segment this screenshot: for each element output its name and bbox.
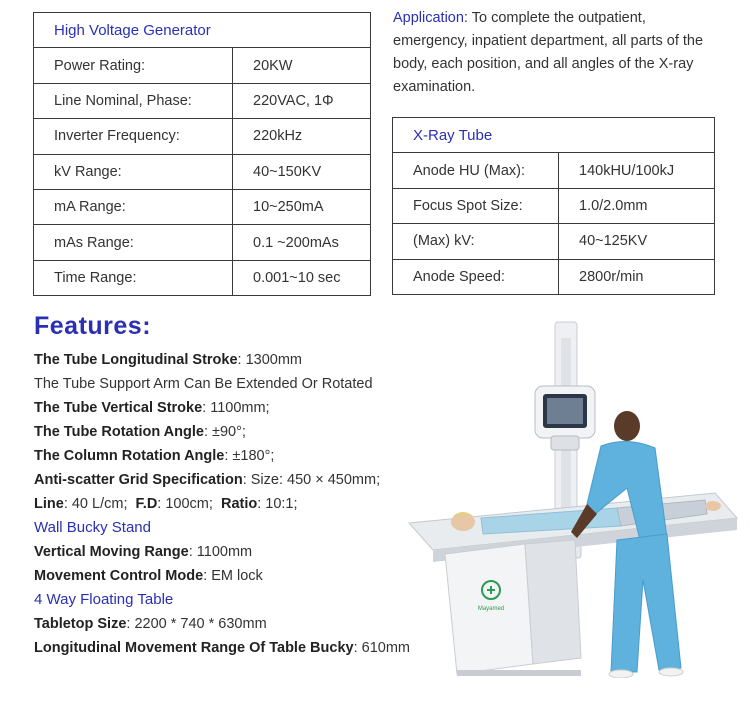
list-item bbox=[34, 636, 410, 660]
table-row bbox=[34, 154, 371, 189]
feature-key: The Column Rotation Angle bbox=[34, 448, 225, 464]
list-item bbox=[34, 420, 410, 444]
application-description: To complete the outpatient, emergency, inpatient department, all parts of the body, each position, and all angles of the X-ray examination. bbox=[393, 10, 704, 95]
spec-label: kV Range: bbox=[34, 154, 233, 189]
spec-label: Power Rating: bbox=[34, 48, 233, 83]
features-heading: Features: bbox=[34, 312, 152, 340]
spec-label: mA Range: bbox=[34, 189, 233, 224]
list-item bbox=[34, 612, 410, 636]
spec-value: 40~125KV bbox=[559, 224, 715, 259]
list-item bbox=[34, 468, 410, 492]
feature-list bbox=[34, 348, 410, 660]
feature-value: : ±180°; bbox=[224, 448, 275, 464]
list-item bbox=[34, 444, 410, 468]
feature-key: The Tube Rotation Angle bbox=[34, 424, 204, 440]
table-row bbox=[34, 48, 371, 83]
feature-value: : 1100mm bbox=[188, 544, 253, 560]
spec-label: Time Range: bbox=[34, 260, 233, 295]
spec-value: 10~250mA bbox=[233, 189, 371, 224]
feature-key: Movement Control Mode bbox=[34, 568, 204, 584]
table-row bbox=[34, 119, 371, 154]
table-row bbox=[393, 153, 715, 188]
feature-value: : ±90°; bbox=[203, 424, 246, 440]
list-item bbox=[34, 540, 410, 564]
spec-value: 1.0/2.0mm bbox=[559, 188, 715, 223]
spec-label: (Max) kV: bbox=[393, 224, 559, 259]
table-title: High Voltage Generator bbox=[34, 13, 371, 48]
feature-value: : Size: 450 × 450mm; bbox=[242, 472, 381, 488]
xray-tube-table bbox=[392, 117, 715, 295]
subsection-heading: 4 Way Floating Table bbox=[34, 591, 174, 608]
table-row bbox=[34, 225, 371, 260]
spec-value: 40~150KV bbox=[233, 154, 371, 189]
table-title: X-Ray Tube bbox=[393, 118, 715, 153]
feature-key: Tabletop Size bbox=[34, 616, 127, 632]
spec-value: 0.001~10 sec bbox=[233, 260, 371, 295]
feature-key: The Tube Longitudinal Stroke bbox=[34, 352, 238, 368]
spec-label: Anode HU (Max): bbox=[393, 153, 559, 188]
spec-label: Line Nominal, Phase: bbox=[34, 83, 233, 118]
table-row bbox=[393, 188, 715, 223]
table-row bbox=[393, 259, 715, 294]
tube-head-icon bbox=[535, 386, 595, 450]
feature-key: The Tube Vertical Stroke bbox=[34, 400, 203, 416]
feature-value: : 2200 * 740 * 630mm bbox=[126, 616, 267, 632]
spec-label: Focus Spot Size: bbox=[393, 188, 559, 223]
application-text bbox=[393, 7, 723, 99]
table-row bbox=[34, 260, 371, 295]
feature-value: : 100cm; bbox=[157, 496, 221, 512]
spec-value: 20KW bbox=[233, 48, 371, 83]
spec-value: 140kHU/100kJ bbox=[559, 153, 715, 188]
list-item bbox=[34, 348, 410, 372]
feature-key: Anti-scatter Grid Specification bbox=[34, 472, 243, 488]
feature-value: : 1100mm; bbox=[202, 400, 270, 416]
feature-value: : 40 L/cm; bbox=[63, 496, 136, 512]
spec-label: Inverter Frequency: bbox=[34, 119, 233, 154]
subsection-heading: Wall Bucky Stand bbox=[34, 519, 151, 536]
list-item bbox=[34, 396, 410, 420]
feature-value: : 1300mm bbox=[237, 352, 303, 368]
table-row bbox=[34, 189, 371, 224]
spec-value: 220VAC, 1Φ bbox=[233, 83, 371, 118]
spec-value: 0.1 ~200mAs bbox=[233, 225, 371, 260]
feature-value: : EM lock bbox=[203, 568, 263, 584]
spec-label: mAs Range: bbox=[34, 225, 233, 260]
table-row bbox=[393, 224, 715, 259]
spec-label: Anode Speed: bbox=[393, 259, 559, 294]
feature-key: Line bbox=[34, 496, 64, 512]
application-label: Application: bbox=[393, 10, 468, 26]
spec-value: 220kHz bbox=[233, 119, 371, 154]
high-voltage-generator-table bbox=[33, 12, 371, 296]
feature-key: Ratio bbox=[220, 496, 258, 512]
list-item: The Tube Support Arm Can Be Extended Or Rotated bbox=[34, 376, 373, 392]
table-row bbox=[34, 83, 371, 118]
list-item bbox=[34, 492, 410, 516]
spec-value: 2800r/min bbox=[559, 259, 715, 294]
logo-text: Mayamed bbox=[477, 606, 505, 612]
list-item bbox=[34, 564, 410, 588]
feature-key: Vertical Moving Range bbox=[34, 544, 189, 560]
feature-value: : 610mm bbox=[353, 640, 410, 656]
feature-key: F.D bbox=[135, 496, 158, 512]
xray-machine-illustration bbox=[405, 318, 745, 678]
feature-value: : 10:1; bbox=[257, 496, 298, 512]
feature-key: Longitudinal Movement Range Of Table Bucky bbox=[34, 640, 354, 656]
